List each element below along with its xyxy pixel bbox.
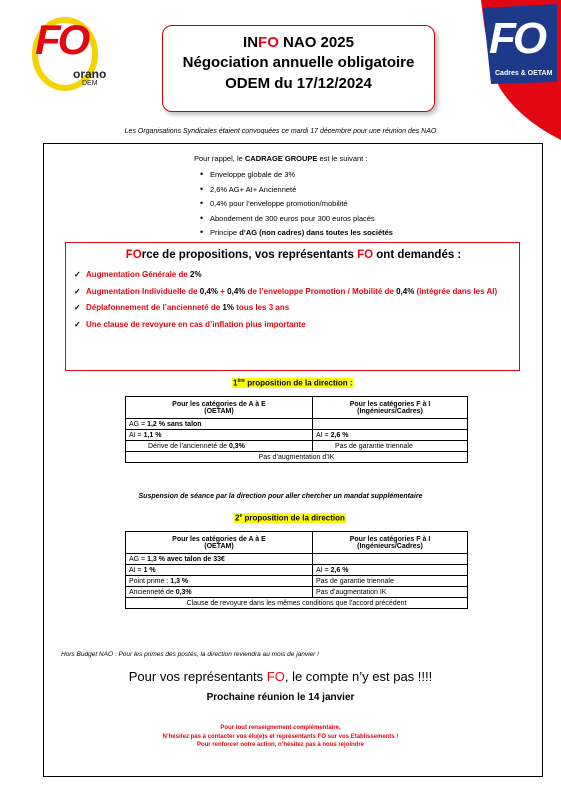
suspension-line: Suspension de séance par la direction pour aller chercher un mandat supplémentaire <box>138 493 423 500</box>
table-cell <box>126 576 313 587</box>
demands-title <box>66 249 521 261</box>
rappel-item-bold: d’AG (non cadres) dans toutes les sociétés <box>239 228 393 237</box>
cell-text: Ancienneté de <box>129 588 176 596</box>
header-line: (Ingénieurs/Cadres) <box>357 407 423 415</box>
rappel-item-text: Enveloppe globale de 3% <box>210 170 296 179</box>
rappel-item <box>200 185 393 200</box>
demand-text: Augmentation Individuelle de <box>86 286 200 296</box>
checkmark-icon: ✓ <box>74 286 81 296</box>
rappel-list <box>200 170 393 243</box>
table-cell <box>126 554 313 565</box>
rappel-item <box>200 228 393 243</box>
demand-item <box>74 269 514 282</box>
proposal2-table <box>125 531 468 609</box>
next-meeting: Prochaine réunion le 14 janvier <box>206 692 355 703</box>
footer-line: Pour tout renseignement complémentaire, <box>220 725 341 731</box>
fo-cadres-logo <box>461 0 561 140</box>
header-line: (OETAM) <box>204 542 234 550</box>
intro-line: Les Organisations Syndicales étaient convoquées ce mardi 17 décembre pour une réunion des NAO <box>124 128 437 135</box>
demand-text: 2% <box>190 270 202 279</box>
table-cell <box>126 587 313 598</box>
header-line: (OETAM) <box>204 407 234 415</box>
title-box <box>162 25 435 112</box>
proposal2-title-num: 2 <box>235 513 240 523</box>
demand-text: 0,4% <box>227 286 246 296</box>
table-cell <box>126 430 313 441</box>
demand-item <box>74 302 514 315</box>
table-header-cell <box>313 397 468 419</box>
table-cell <box>313 554 468 565</box>
compte-pre: Pour vos représentants <box>128 669 267 684</box>
rappel-item <box>200 214 393 229</box>
table-row <box>126 565 468 576</box>
cell-text: Pas de garantie triennale <box>335 442 413 450</box>
proposal1-title-rest: proposition de la direction : <box>244 378 353 388</box>
cell-text: Pas d’augmentation IK <box>316 588 387 596</box>
table-row <box>126 441 468 452</box>
table-header-cell <box>313 532 468 554</box>
logo-dem-text: DEM <box>82 80 98 87</box>
proposal2-title <box>234 513 346 523</box>
cell-bold: 0,3% <box>175 588 192 596</box>
demand-text: + <box>218 286 228 296</box>
table-header-row <box>126 397 468 419</box>
header-line: Pour les catégories F à I <box>349 535 431 543</box>
table-row <box>126 554 468 565</box>
cell-bold: 2,6 % <box>330 566 349 574</box>
demand-text: 0,4% <box>396 286 415 296</box>
table-cell <box>126 565 313 576</box>
title-subtitle: Négociation annuelle obligatoire <box>182 54 415 71</box>
rappel-item <box>200 199 393 214</box>
cell-text: Point prime : <box>129 577 171 585</box>
header-line: Pour les catégories F à I <box>349 400 431 408</box>
logo-orano-text: orano <box>73 67 107 81</box>
header-line: (Ingénieurs/Cadres) <box>357 542 423 550</box>
cell-bold: 1,1 % <box>143 431 162 439</box>
demand-text: Déplafonnement de l’ancienneté de <box>86 303 223 312</box>
title-date: ODEM du 17/12/2024 <box>225 75 372 92</box>
proposal1-table <box>125 396 468 463</box>
table-cell <box>313 430 468 441</box>
table-row <box>126 598 468 609</box>
title-info-nao <box>163 34 434 51</box>
table-cell-full: Clause de revoyure dans les mêmes conditions que l’accord précédent <box>126 598 468 609</box>
checkmark-icon: ✓ <box>74 303 81 312</box>
table-cell <box>126 419 313 430</box>
footer-line: N’hésitez pas à contacter vos élu(e)s et représentants FO sur vos Etablissements ! <box>162 733 399 740</box>
title-info-fo: FO <box>258 34 279 51</box>
compte-fo: FO <box>266 669 285 684</box>
footer-contact <box>0 724 561 750</box>
header-line: Pour les catégories de A à E <box>172 535 266 543</box>
demands-title-end: ont demandés : <box>373 249 462 261</box>
proposal2-title-rest: proposition de la direction <box>242 513 345 523</box>
cell-text: AI = <box>316 431 331 439</box>
table-cell <box>313 441 468 452</box>
table-cell-full: Pas d’augmentation d’IK <box>126 452 468 463</box>
proposal1-title-sup: ère <box>237 378 245 384</box>
rappel-item-text: 0,4% pour l’enveloppe promotion/mobilité <box>210 199 348 208</box>
table-cell <box>313 587 468 598</box>
cell-text: AI = <box>129 431 144 439</box>
cell-bold: 1,3 % <box>170 577 189 585</box>
rappel-item-text: 2,6% AG+ AI+ Ancienneté <box>210 184 297 194</box>
cell-text: Pas de garantie triennale <box>316 577 394 585</box>
cell-text: AI = <box>316 566 331 574</box>
demand-text: 1% <box>222 303 235 312</box>
compte-statement <box>0 669 561 684</box>
demand-text: 0,4% <box>199 286 219 296</box>
cell-text: Dérive de l’ancienneté de <box>148 442 229 450</box>
compte-post: , le compte n’y est pas !!!! <box>284 669 433 684</box>
logo-fo-white-text: FO <box>489 14 545 63</box>
table-cell <box>313 419 468 430</box>
hors-budget-note: Hors Budget NAO : Pour les primes des postés, la direction reviendra au mois de janvier ! <box>61 651 319 658</box>
table-row <box>126 430 468 441</box>
demands-title-mid: rce de propositions, vos représentants <box>141 249 358 261</box>
cell-bold: 1,3 % avec talon de 33€ <box>147 555 225 563</box>
cell-bold: 1 % <box>143 566 156 574</box>
table-cell <box>313 576 468 587</box>
demand-item <box>74 319 514 332</box>
table-row <box>126 419 468 430</box>
rappel-title-bold: CADRAGE GROUPE <box>244 154 318 163</box>
demands-list <box>74 269 514 335</box>
table-row <box>126 576 468 587</box>
table-cell <box>313 565 468 576</box>
demand-text: Augmentation Générale de <box>86 270 191 279</box>
cell-bold: 0,3% <box>228 442 245 450</box>
rappel-item-text: Abondement de 300 euros pour 300 euros placés <box>210 213 375 223</box>
demand-text: de l’enveloppe Promotion / Mobilité de <box>245 286 397 296</box>
logo-fo-text: FO <box>35 16 88 63</box>
rappel-title <box>194 154 367 163</box>
rappel-title-pre: Pour rappel, le <box>194 154 245 163</box>
rappel-title-post: est le suivant : <box>317 154 368 163</box>
title-info-prefix: IN <box>243 34 259 51</box>
table-header-row <box>126 532 468 554</box>
title-nao: NAO 2025 <box>278 34 354 51</box>
checkmark-icon: ✓ <box>74 270 81 279</box>
cell-text: AG = <box>129 420 148 428</box>
demand-text: Une clause de revoyure en cas d’inflation plus importante <box>86 319 306 329</box>
demand-item <box>74 286 514 299</box>
demand-text: (intégrée dans les AI) <box>414 286 498 296</box>
demands-title-fo: FO <box>125 249 142 261</box>
table-row <box>126 452 468 463</box>
table-header-cell <box>126 532 313 554</box>
cell-text: AG = <box>129 555 148 563</box>
cell-text: AI = <box>129 566 144 574</box>
demand-text: tous les 3 ans <box>234 303 290 312</box>
rappel-item <box>200 170 393 185</box>
header-line: Pour les catégories de A à E <box>172 400 266 408</box>
proposal2-title-sup: e <box>239 513 243 519</box>
demands-title-fo2: FO <box>357 249 374 261</box>
table-row <box>126 587 468 598</box>
fo-orano-logo <box>27 14 107 102</box>
demands-box <box>65 242 520 371</box>
logo-tagline: Cadres & OETAM <box>495 70 553 77</box>
table-header-cell <box>126 397 313 419</box>
cell-bold: 1,2 % sans talon <box>147 420 202 428</box>
table-cell <box>126 441 313 452</box>
cell-bold: 2,6 % <box>330 431 349 439</box>
footer-line: Pour renforcer notre action, n’hésitez pas à nous rejoindre <box>196 742 365 748</box>
proposal1-title <box>232 378 354 388</box>
checkmark-icon: ✓ <box>74 319 81 329</box>
rappel-item-text: Principe <box>210 228 240 237</box>
proposal1-title-num: 1 <box>233 378 238 388</box>
